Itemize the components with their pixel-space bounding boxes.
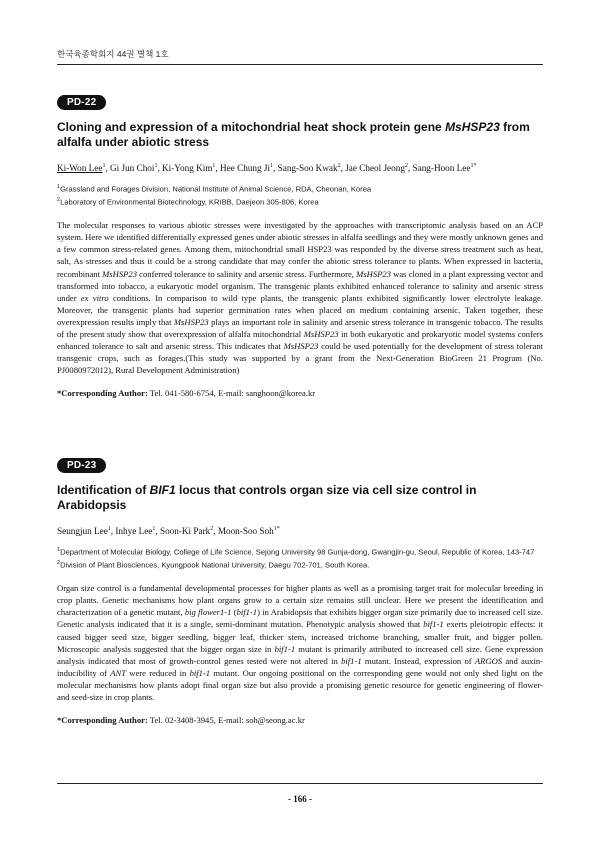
body-text: The molecular responses to various abiotic stresses were investigated by the approaches with transcriptomic analysis based on an ACP system. Here we identified differentially expressed genes under abiotic stresses in alfalfa seedlings and they were mostly unknown genes and a few common stress-related genes. Among them, mitochondrial small HSP23 was responded by the diverse stress treatment such as heat, salt, As stresses and thus it could be a strong candidate that may confer the abiotic stress tolerance to plants. When expressed in bacteria, recombinant [57,220,543,279]
italic-term: MsHSP23 [102,268,137,279]
author-affil-marker: 2 [404,163,408,169]
title-text: Identification of [57,483,150,497]
affil-marker: 1 [57,184,61,191]
author-affil-marker: 1 [102,163,106,169]
affil-text: Department of Molecular Biology, College of Life Science, Sejong University 98 Gunja-dong, Gwangjin-gu, Seoul, Republic of Korea, 143-747 [60,547,535,557]
italic-term: MsHSP23 [303,328,339,339]
affil-marker: 1 [57,547,61,554]
abstract-title [57,483,543,513]
body-text: conditions. In comparison to wild type plants, the transgenic plants exhibited significantly lower electrolyte leakage. Moreover, the transgenic plants had superior germination rates when placed on medium containing arsenic. Taken together, these overexpression results imply that [57,292,543,327]
author-name: Gi Jun Choi [110,163,155,174]
italic-term: MsHSP23 [173,316,209,327]
body-text: and auxin-inducibility of [57,655,543,678]
body-text: plays an important role in salinity and arsenic stress tolerance in transgenic tobacco. The results of the present study show that overexpression of alfalfa mitochondrial [57,316,544,339]
affil-text: Division of Plant Biosciences, Kyungpook National University, Daegu 702-701, South Korea. [60,560,370,570]
italic-term: ANT [110,667,127,678]
title-gene: MsHSP23 [445,120,500,134]
title-gene: BIF1 [149,483,176,497]
body-text: in both eukaryotic and prokaryotic model systems confers enhanced tolerance to salt and arsenic stress. This indicates that [57,328,543,352]
author-name: Inhye Lee [115,526,153,537]
italic-term: big flower1-1 [184,607,232,618]
author-affil-marker: 1 [152,526,156,532]
corr-label: *Corresponding Author: [57,715,148,726]
abstract-badge: PD-22 [57,95,106,110]
italic-term: ARGOS [474,655,503,666]
body-text: mutant. Instead, expression of [361,655,475,666]
abstract-body [57,582,543,703]
italic-term: MsHSP23 [356,268,391,279]
title-text: locus that controls organ size via cell size control in Arabidopsis [57,483,477,512]
author-name: Sang-Hoon Lee [412,163,471,174]
italic-term: ex vitro [80,292,109,303]
page-number: - 166 - [288,794,312,804]
italic-term: bif1-1 [274,643,296,654]
affiliation [57,195,543,208]
corr-contact: Tel. 02-3408-3945, E-mail: soh@seong.ac.kr [147,715,305,726]
author-name: Moon-Soo Soh [217,526,274,537]
affiliation [57,182,543,195]
body-text: mutant. Our ongoing positional on the corresponding gene would not only shed light on the molecular mechanisms how plants adopt final organ size but also provide a promising genetic resource for genetic engineering of flower- and seed-size in crop plants. [57,667,543,702]
corresponding-author [57,387,543,399]
author-affil-marker: 1 [154,163,158,169]
affiliation-list [57,182,543,207]
affiliation [57,558,543,571]
body-text: conferred tolerance to salinity and arsenic stress. Furthermore, [137,268,357,279]
abstract-badge: PD-23 [57,458,106,473]
body-text: mutant is primarily attributed to increased cell size. Gene expression analysis indicated that most of growth-control genes tested were not altered in [57,643,543,666]
author-affil-marker: 2 [210,526,214,532]
author-name: Soon-Ki Park [159,526,211,537]
body-text: exerts pleiotropic effects: it caused bigger seed size, bigger seedling, bigger leaf, thicker stem, increased trichome branching, smaller fruit, and bigger pollen. Microscopic analysis suggested that the bigger organ size in [57,619,544,654]
author-affil-marker: 1* [470,163,477,169]
author-affil-marker: 1 [270,163,274,169]
abstract-title [57,120,543,150]
corresponding-author [57,714,543,726]
abstract-pd-23 [57,455,543,726]
body-text: ) in Arabidopsis that exhibits bigger organ size primarily due to increased cell size. Genetic analysis indicated that it is a single, semi-dominant mutation. Phenotypic analysis showed that [57,607,543,630]
author-list: Ki-Won Lee$^1$, Gi Jun Choi$^1$, Ki-Yong Kim$^1$, Hee Chung Ji$^1$, Sang-Soo Kwak$^2$, Jae Cheol Jeong$^2$, Sang-Hoon Lee$^{1*}$ [57,163,477,174]
body-text: Organ size control is a fundamental developmental processes for higher plants as well as a promising target trait for molecular breeding in crop plants. Genetic mechanisms how plant organs grow to a certain size remains still unclear. Here we present the identification and characterization of a genetic mutant, [57,583,543,618]
italic-term: bif1-1 [341,655,362,666]
corr-contact: Tel. 041-580-6754, E-mail: sanghoon@korea.kr [147,388,316,399]
author-name: Sang-Soo Kwak [277,163,338,174]
author-affil-marker: 1 [212,163,216,169]
journal-header: 한국육종학회지 44권 별책 1호 [57,49,169,59]
author-affil-marker: 1 [107,526,111,532]
affil-marker: 2 [57,196,61,203]
italic-term: MsHSP23 [283,341,319,352]
abstract-body [57,219,543,376]
italic-term: bif1-1 [236,607,258,618]
abstract-pd-22 [57,92,543,399]
author-name: Ki-Yong Kim [162,163,213,174]
header-divider [57,64,543,65]
body-text: ( [231,607,237,618]
author-name: Ki-Won Lee [57,163,103,174]
affiliation [57,545,543,558]
title-text: Cloning and expression of a mitochondrial heat shock protein gene [57,120,446,134]
author-name: Jae Cheol Jeong [345,163,405,174]
affil-marker: 2 [57,559,61,566]
body-text: were reduced in [126,667,190,678]
affil-text: Laboratory of Environmental Biotechnology, KRIBB, Daejeon 305-806, Korea [60,197,319,207]
body-text: was cloned in a plant expressing vector and transformed into tobacco, a eukaryotic model organism. The transgenic plants exhibited enhanced tolerance to salinity and arsenic stress under [57,268,543,303]
corr-label: *Corresponding Author: [57,388,148,399]
affiliation-list [57,545,543,570]
title-text: from alfalfa under abiotic stress [57,120,530,149]
affil-text: Grassland and Forages Division, National Institute of Animal Science, RDA, Cheonan, Korea [60,184,372,194]
author-name: Seungjun Lee [57,526,108,537]
author-affil-marker: 1* [273,526,280,532]
italic-term: bif1-1 [423,619,444,630]
author-list: Seungjun Lee$^1$, Inhye Lee$^1$, Soon-Ki Park$^2$, Moon-Soo Soh$^{1*}$ [57,526,280,537]
italic-term: bif1-1 [189,667,211,678]
author-affil-marker: 2 [337,163,341,169]
body-text: could be used potentially for the development of stress tolerant transgenic crops, such as forages.(This study was supported by a grant from the Next-Generation BioGreen 21 Program (No. PJ0080972012), Rural Development Administration) [57,341,544,376]
author-name: Hee Chung Ji [220,163,271,174]
footer-divider [57,783,543,784]
